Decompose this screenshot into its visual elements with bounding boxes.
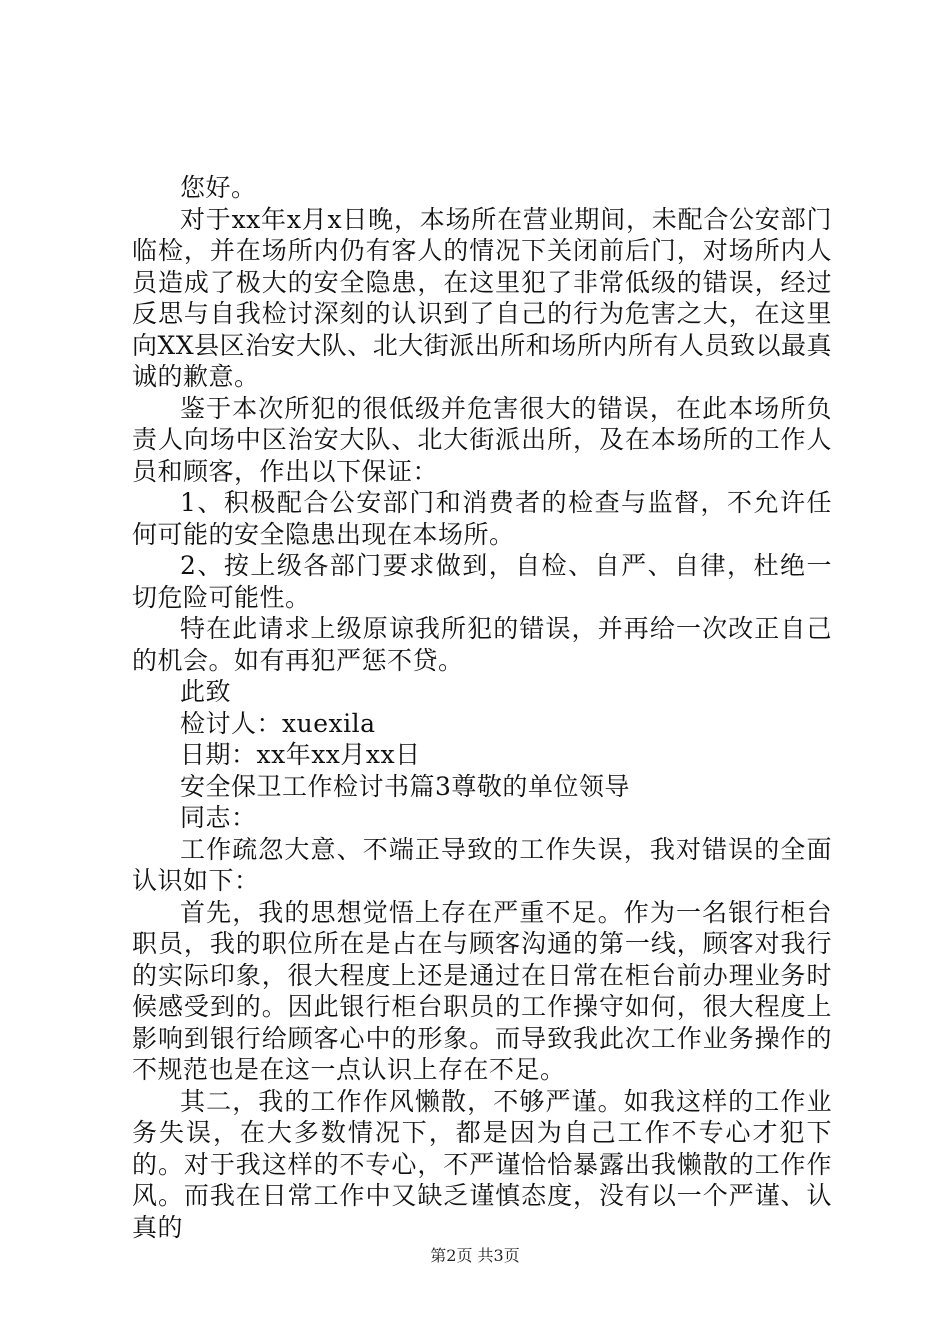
paragraph-signer: 检讨人：xuexila xyxy=(180,708,376,738)
paragraph-first-point: 首先，我的思想觉悟上存在严重不足。作为一名银行柜台职员，我的职位所在是占在与顾客沟通的第一线，顾客对我行的实际印象，很大程度上还是通过在日常在柜台前办理业务时候感受到的。因此银行柜台职员的工作操守如何，很大程度上影响到银行给顾客心中的形象。而导致我此次工作业务操作的不规范也是在这一点认识上存在不足。 xyxy=(132,897,832,1084)
paragraph-error-intro: 工作疏忽大意、不端正导致的工作失误，我对错误的全面认识如下： xyxy=(132,834,832,895)
paragraph-guarantee-2: 2、按上级各部门要求做到，自检、自严、自律，杜绝一切危险可能性。 xyxy=(132,551,832,612)
paragraph-closing: 此致 xyxy=(180,677,232,706)
paragraph-request: 特在此请求上级原谅我所犯的错误，并再给一次改正自己的机会。如有再犯严惩不贷。 xyxy=(132,614,832,675)
paragraph-section-title: 安全保卫工作检讨书篇3尊敬的单位领导 xyxy=(180,771,630,801)
document-body xyxy=(132,172,832,1243)
page-number-footer: 第2页 共3页 xyxy=(430,1246,520,1265)
paragraph-salutation: 同志： xyxy=(180,803,257,832)
paragraph-guarantee-intro: 鉴于本次所犯的很低级并危害很大的错误，在此本场所负责人向场中区治安大队、北大街派出所，及在本场所的工作人员和顾客，作出以下保证： xyxy=(132,393,832,486)
paragraph-date: 日期：xx年xx月xx日 xyxy=(180,740,421,769)
paragraph-guarantee-1: 1、积极配合公安部门和消费者的检查与监督，不允许任何可能的安全隐患出现在本场所。 xyxy=(132,488,832,549)
paragraph-incident: 对于xx年x月x日晚，本场所在营业期间，未配合公安部门临检，并在场所内仍有客人的情况下关闭前后门，对场所内人员造成了极大的安全隐患，在这里犯了非常低级的错误，经过反思与自我检讨深刻的认识到了自己的行为危害之大，在这里向XX县区治安大队、北大街派出所和场所内所有人员致以最真诚的歉意。 xyxy=(132,204,832,391)
paragraph-second-point: 其二，我的工作作风懒散，不够严谨。如我这样的工作业务失误，在大多数情况下，都是因为自己工作不专心才犯下的。对于我这样的不专心，不严谨恰恰暴露出我懒散的工作作风。而我在日常工作中又缺乏谨慎态度，没有以一个严谨、认真的 xyxy=(132,1086,832,1242)
paragraph-greeting: 您好。 xyxy=(180,173,257,202)
